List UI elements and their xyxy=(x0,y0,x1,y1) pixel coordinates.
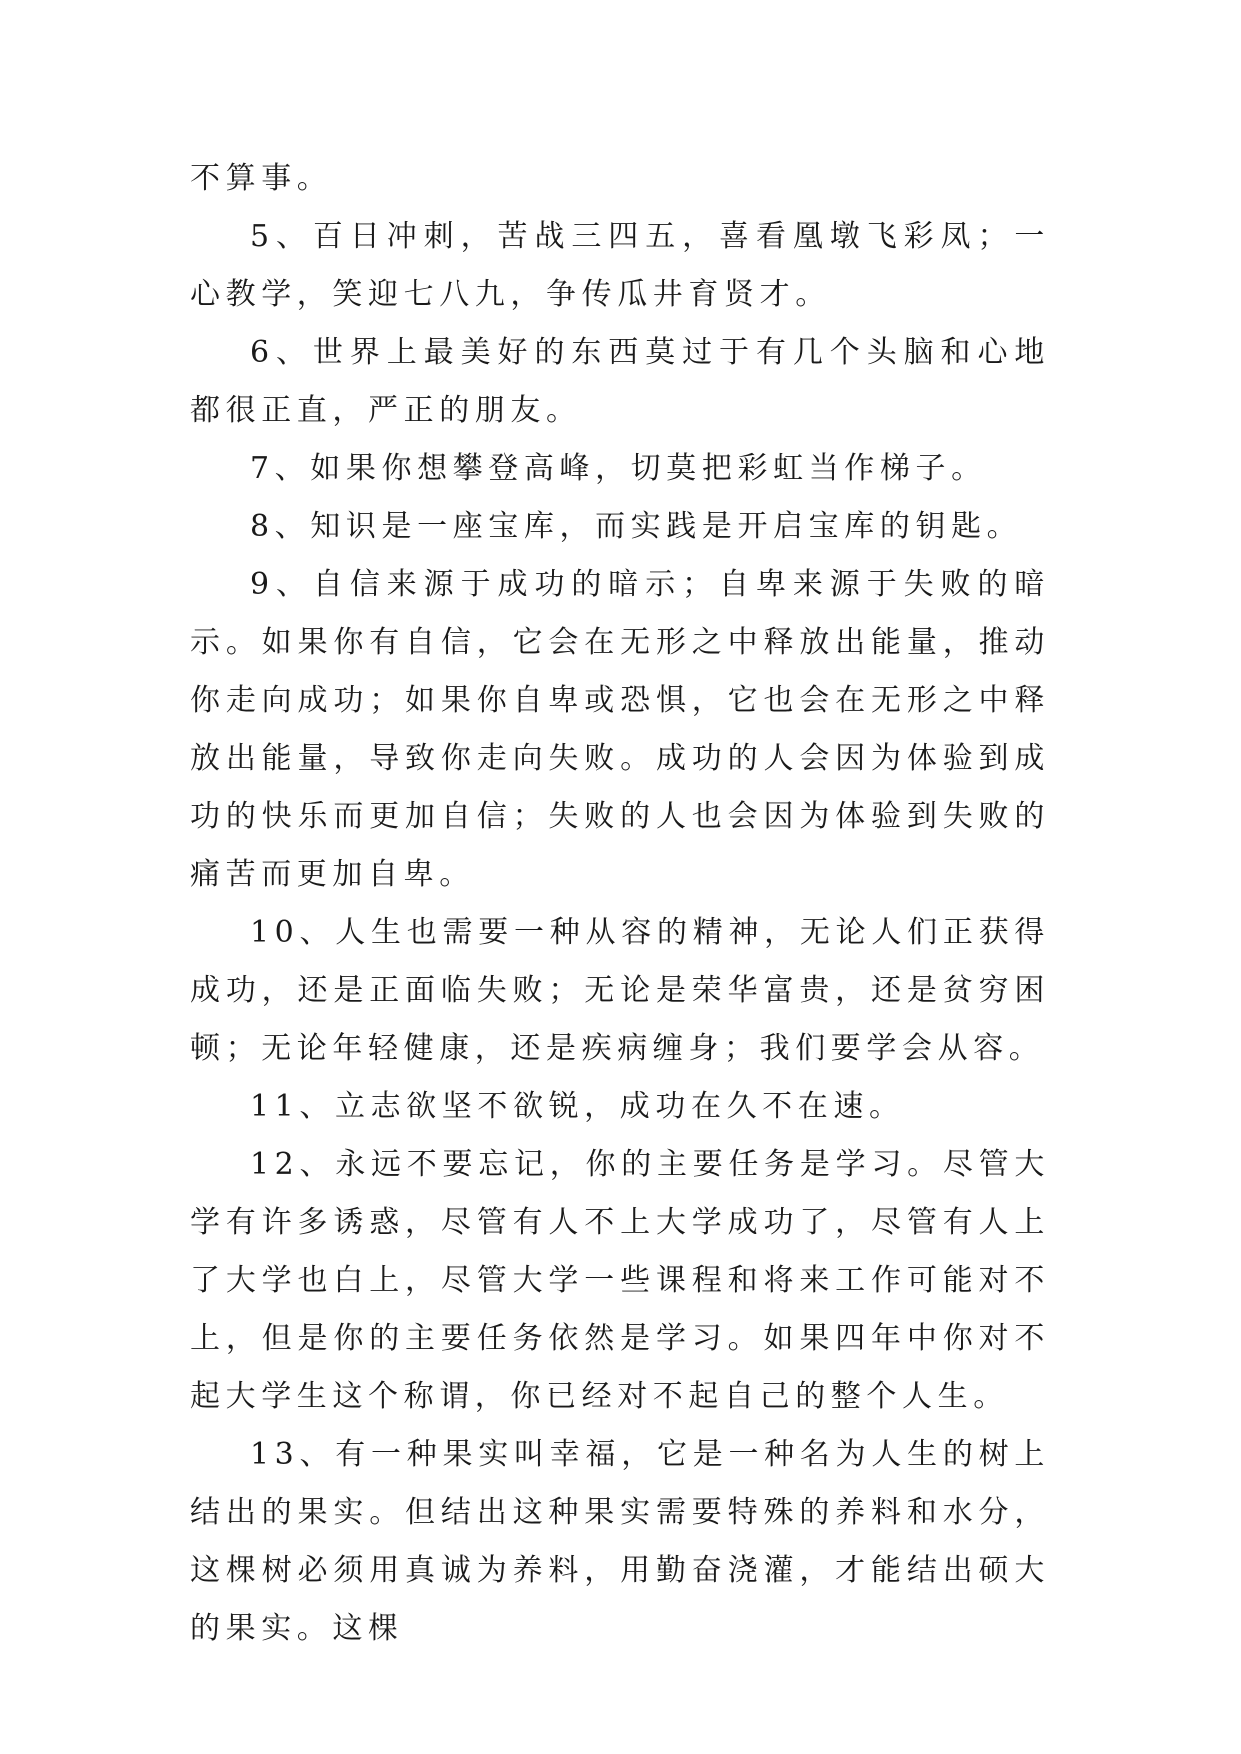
paragraph-item-7: 7、如果你想攀登高峰，切莫把彩虹当作梯子。 xyxy=(250,451,987,486)
paragraph-continuation: 不算事。 xyxy=(190,161,333,196)
paragraph-item-10: 10、人生也需要一种从容的精神，无论人们正获得成功，还是正面临失败；无论是荣华富贵，还是贫穷困顿；无论年轻健康，还是疾病缠身；我们要学会从容。 xyxy=(190,915,1050,1066)
paragraph-item-13: 13、有一种果实叫幸福，它是一种名为人生的树上结出的果实。但结出这种果实需要特殊的养料和水分，这棵树必须用真诚为养料，用勤奋浇灌，才能结出硕大的果实。这棵 xyxy=(190,1437,1050,1646)
paragraph-item-12: 12、永远不要忘记，你的主要任务是学习。尽管大学有许多诱惑，尽管有人不上大学成功了，尽管有人上了大学也白上，尽管大学一些课程和将来工作可能对不上，但是你的主要任务依然是学习。如果四年中你对不起大学生这个称谓，你已经对不起自己的整个人生。 xyxy=(190,1147,1050,1414)
paragraph-item-9: 9、自信来源于成功的暗示；自卑来源于失败的暗示。如果你有自信，它会在无形之中释放出能量，推动你走向成功；如果你自卑或恐惧，它也会在无形之中释放出能量，导致你走向失败。成功的人会因为体验到成功的快乐而更加自信；失败的人也会因为体验到失败的痛苦而更加自卑。 xyxy=(190,567,1050,892)
paragraph-item-8: 8、知识是一座宝库，而实践是开启宝库的钥匙。 xyxy=(250,509,1023,544)
paragraph-item-11: 11、立志欲坚不欲锐，成功在久不在速。 xyxy=(250,1089,905,1124)
paragraph-item-6: 6、世界上最美好的东西莫过于有几个头脑和心地都很正直，严正的朋友。 xyxy=(190,335,1050,428)
paragraph-item-5: 5、百日冲刺，苦战三四五，喜看凰墩飞彩凤；一心教学，笑迎七八九，争传瓜井育贤才。 xyxy=(190,219,1050,312)
document-page xyxy=(190,150,1050,1658)
